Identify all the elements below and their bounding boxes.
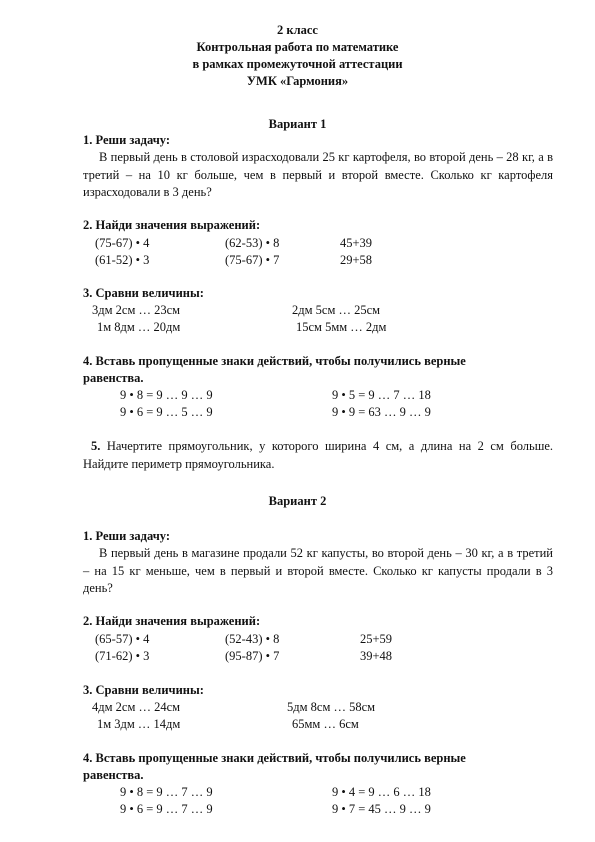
v1-q3-compare: 3дм 2см … 23см (92, 303, 181, 317)
test-subtitle-line: в рамках промежуточной аттестации (192, 57, 403, 71)
v2-q2-heading: 2. Найди значения выражений: (83, 614, 261, 628)
v2-q4-equation: 9 • 6 = 9 … 7 … 9 (120, 802, 213, 816)
v2-q3-compare: 65мм … 6см (292, 717, 359, 731)
v1-q1-heading: 1. Реши задачу: (83, 133, 171, 147)
v1-q3-compare: 1м 8дм … 20дм (97, 320, 181, 334)
v1-q4-equation: 9 • 8 = 9 … 9 … 9 (120, 388, 213, 402)
v2-q3-compare: 5дм 8см … 58см (287, 700, 376, 714)
variant-1-title: Вариант 1 (268, 117, 327, 131)
v1-q2-expr: 29+58 (340, 253, 373, 267)
v1-q4-heading: 4. Вставь пропущенные знаки действий, чтобы получились верные (83, 354, 466, 368)
v2-q4-equation: 9 • 8 = 9 … 7 … 9 (120, 785, 213, 799)
grade-line: 2 класс (277, 23, 318, 37)
v2-q4-heading: 4. Вставь пропущенные знаки действий, чтобы получились верные (83, 751, 466, 765)
v2-q2-expr: (52-43) • 8 (225, 632, 280, 646)
v2-q4-equation: 9 • 7 = 45 … 9 … 9 (332, 802, 431, 816)
v2-q3-compare: 4дм 2см … 24см (92, 700, 181, 714)
v1-q2-expr: 45+39 (340, 236, 373, 250)
v1-q4-heading-cont: равенства. (83, 371, 144, 385)
v1-q2-expr: (75-67) • 4 (95, 236, 150, 250)
variant-2-title: Вариант 2 (268, 494, 327, 508)
v1-q2-expr: (62-53) • 8 (225, 236, 280, 250)
v2-q3-compare: 1м 3дм … 14дм (97, 717, 181, 731)
v1-q4-equation: 9 • 9 = 63 … 9 … 9 (332, 405, 431, 419)
v2-q2-expr: 25+59 (360, 632, 393, 646)
v2-q2-expr: (65-57) • 4 (95, 632, 150, 646)
v1-q2-expr: (75-67) • 7 (225, 253, 280, 267)
v2-q4-heading-cont: равенства. (83, 768, 144, 782)
v1-q3-heading: 3. Сравни величины: (83, 286, 204, 300)
v2-q2-expr: (95-87) • 7 (225, 649, 280, 663)
v1-q5-text: 5. Начертите прямоугольник, у которого ширина 4 см, а длина на 2 см больше. Найдите периметр прямоугольника. (83, 439, 554, 471)
v1-q4-equation: 9 • 5 = 9 … 7 … 18 (332, 388, 431, 402)
v1-q3-compare: 15см 5мм … 2дм (296, 320, 387, 334)
curriculum-line: УМК «Гармония» (246, 74, 349, 88)
v1-q1-text: В первый день в столовой израсходовали 25 кг картофеля, во второй день – 28 кг, а в третий – на 10 кг больше, чем в первый и второй вместе. Сколько кг картофеля израсходовали в 3 день? (83, 150, 553, 199)
v1-q2-expr: (61-52) • 3 (95, 253, 150, 267)
test-title-line: Контрольная работа по математике (196, 40, 399, 54)
v2-q1-text: В первый день в магазине продали 52 кг капусты, во второй день – 30 кг, а в третий – на 15 кг меньше, чем в первый и второй вместе. Сколько кг капусты продали в 3 день? (83, 546, 553, 595)
v2-q1-heading: 1. Реши задачу: (83, 529, 171, 543)
v2-q3-heading: 3. Сравни величины: (83, 683, 204, 697)
v2-q4-equation: 9 • 4 = 9 … 6 … 18 (332, 785, 431, 799)
document-header (0, 22, 595, 90)
v2-q2-expr: 39+48 (360, 649, 393, 663)
v2-q2-expr: (71-62) • 3 (95, 649, 150, 663)
v1-q2-heading: 2. Найди значения выражений: (83, 218, 261, 232)
v1-q4-equation: 9 • 6 = 9 … 5 … 9 (120, 405, 213, 419)
v1-q3-compare: 2дм 5см … 25см (292, 303, 381, 317)
